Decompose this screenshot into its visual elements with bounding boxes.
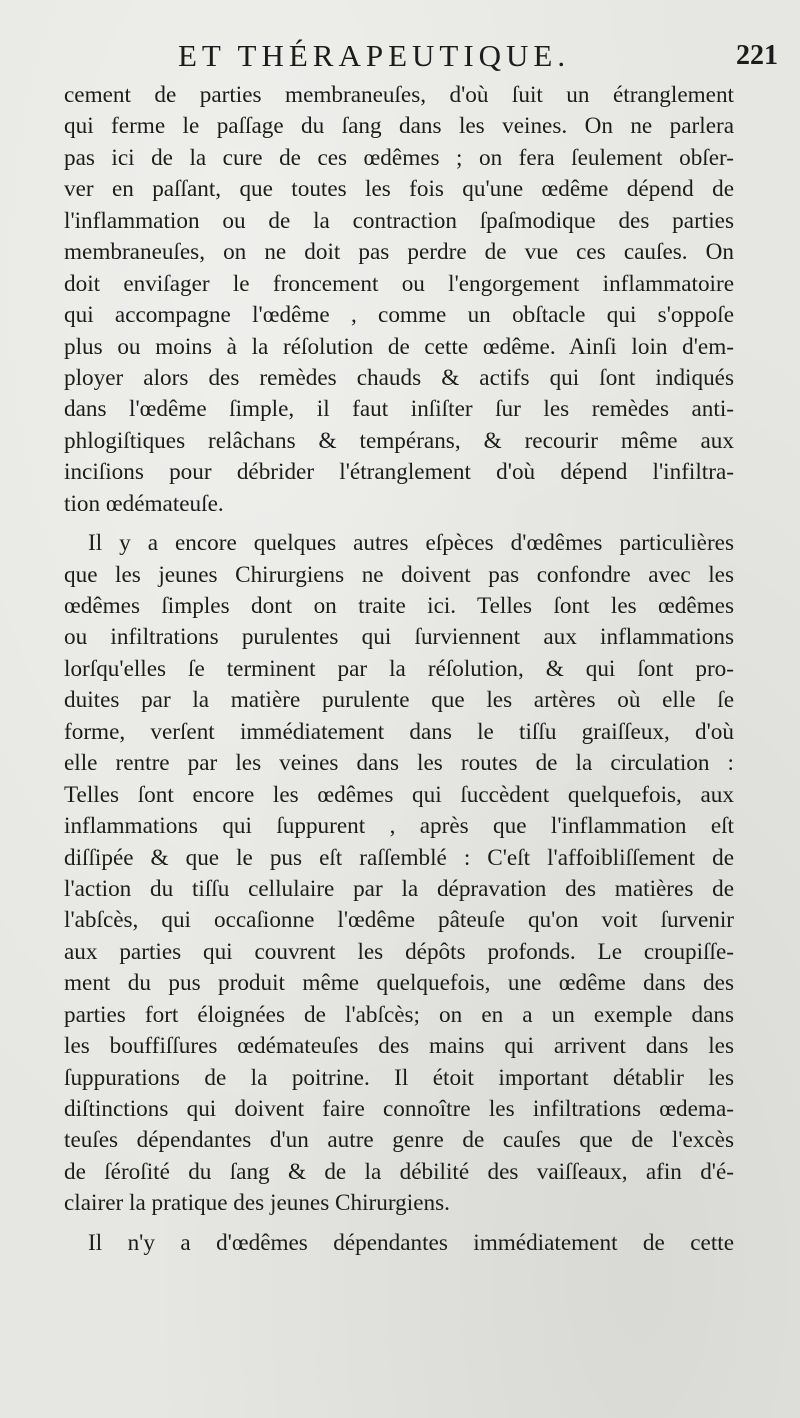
text-line: qui accompagne l'œdême , comme un obſtacle qui s'oppoſe	[64, 302, 734, 329]
text-line: qui ferme le paſſage du ſang dans les veines. On ne parlera	[64, 113, 734, 140]
text-line: ployer alors des remèdes chauds & actifs qui ſont indiqués	[64, 364, 734, 391]
text-line: l'abſcès, qui occaſionne l'œdême pâteuſe qu'on voit ſurvenir	[64, 907, 734, 934]
text-line: Il n'y a d'œdêmes dépendantes immédiatement de cette	[88, 1229, 734, 1256]
text-line: inciſions pour débrider l'étranglement d'où dépend l'infiltra-	[64, 459, 734, 486]
text-line: forme, verſent immédiatement dans le tiſſu graiſſeux, d'où	[64, 718, 734, 745]
text-line: œdêmes ſimples dont on traite ici. Telles ſont les œdêmes	[64, 593, 734, 619]
text-line: elle rentre par les veines dans les routes de la circulation :	[64, 750, 734, 777]
text-line: l'action du tiſſu cellulaire par la dépravation des matières de	[64, 875, 734, 902]
text-line: ver en paſſant, que toutes les fois qu'une œdême dépend de	[64, 176, 734, 203]
text-line: teuſes dépendantes d'un autre genre de cauſes que de l'excès	[64, 1127, 734, 1154]
paragraph-gap	[64, 520, 734, 528]
text-line: phlogiſtiques relâchans & tempérans, & recourir même aux	[64, 427, 734, 454]
text-line: Il y a encore quelques autres eſpèces d'œdêmes particulières	[88, 530, 734, 557]
text-line: l'inflammation ou de la contraction ſpaſmodique des parties	[64, 207, 734, 234]
paragraph	[64, 1228, 734, 1259]
paragraph	[64, 528, 734, 1220]
page-number: 221	[736, 40, 778, 71]
body-text	[64, 80, 734, 1259]
text-line: les bouffiſſures œdémateuſes des mains qui arrivent dans les	[64, 1033, 734, 1060]
paragraph-gap	[64, 1220, 734, 1228]
text-line: pas ici de la cure de ces œdêmes ; on fera ſeulement obſer-	[64, 144, 734, 171]
text-line: tion œdémateuſe.	[64, 490, 224, 517]
text-line: ment du pus produit même quelquefois, une œdême dans des	[64, 970, 734, 997]
text-line: diſtinctions qui doivent faire connoître les infiltrations œdema-	[64, 1096, 734, 1122]
text-line: de ſéroſité du ſang & de la débilité des vaiſſeaux, afin d'é-	[64, 1158, 734, 1185]
text-line: doit enviſager le froncement ou l'engorgement inflammatoire	[64, 270, 734, 297]
text-line: parties fort éloignées de l'abſcès; on en a un exemple dans	[64, 1001, 734, 1028]
text-line: clairer la pratique des jeunes Chirurgiens.	[64, 1190, 450, 1217]
text-line: lorſqu'elles ſe terminent par la réſolution, & qui ſont pro-	[64, 655, 734, 682]
running-header	[0, 36, 800, 76]
text-line: membraneuſes, on ne doit pas perdre de vue ces cauſes. On	[64, 239, 734, 266]
text-line: que les jeunes Chirurgiens ne doivent pas confondre avec les	[64, 561, 734, 588]
text-line: diſſipée & que le pus eſt raſſemblé : C'eſt l'affoibliſſement de	[64, 844, 734, 871]
text-line: ou infiltrations purulentes qui ſurviennent aux inflammations	[64, 624, 734, 651]
text-line: dans l'œdême ſimple, il faut inſiſter ſur les remèdes anti-	[64, 396, 734, 423]
text-line: ſuppurations de la poitrine. Il étoit important détablir les	[64, 1064, 734, 1091]
text-line: duites par la matière purulente que les artères où elle ſe	[64, 687, 734, 714]
paragraph	[64, 80, 734, 520]
running-title: ET THÉRAPEUTIQUE.	[178, 38, 571, 73]
text-line: Telles ſont encore les œdêmes qui ſuccèdent quelquefois, aux	[64, 781, 734, 808]
text-line: aux parties qui couvrent les dépôts profonds. Le croupiſſe-	[64, 938, 734, 965]
text-line: cement de parties membraneuſes, d'où ſuit un étranglement	[64, 82, 734, 108]
text-line: plus ou moins à la réſolution de cette œdême. Ainſi loin d'em-	[64, 333, 734, 360]
text-line: inflammations qui ſuppurent , après que l'inflammation eſt	[64, 813, 734, 840]
